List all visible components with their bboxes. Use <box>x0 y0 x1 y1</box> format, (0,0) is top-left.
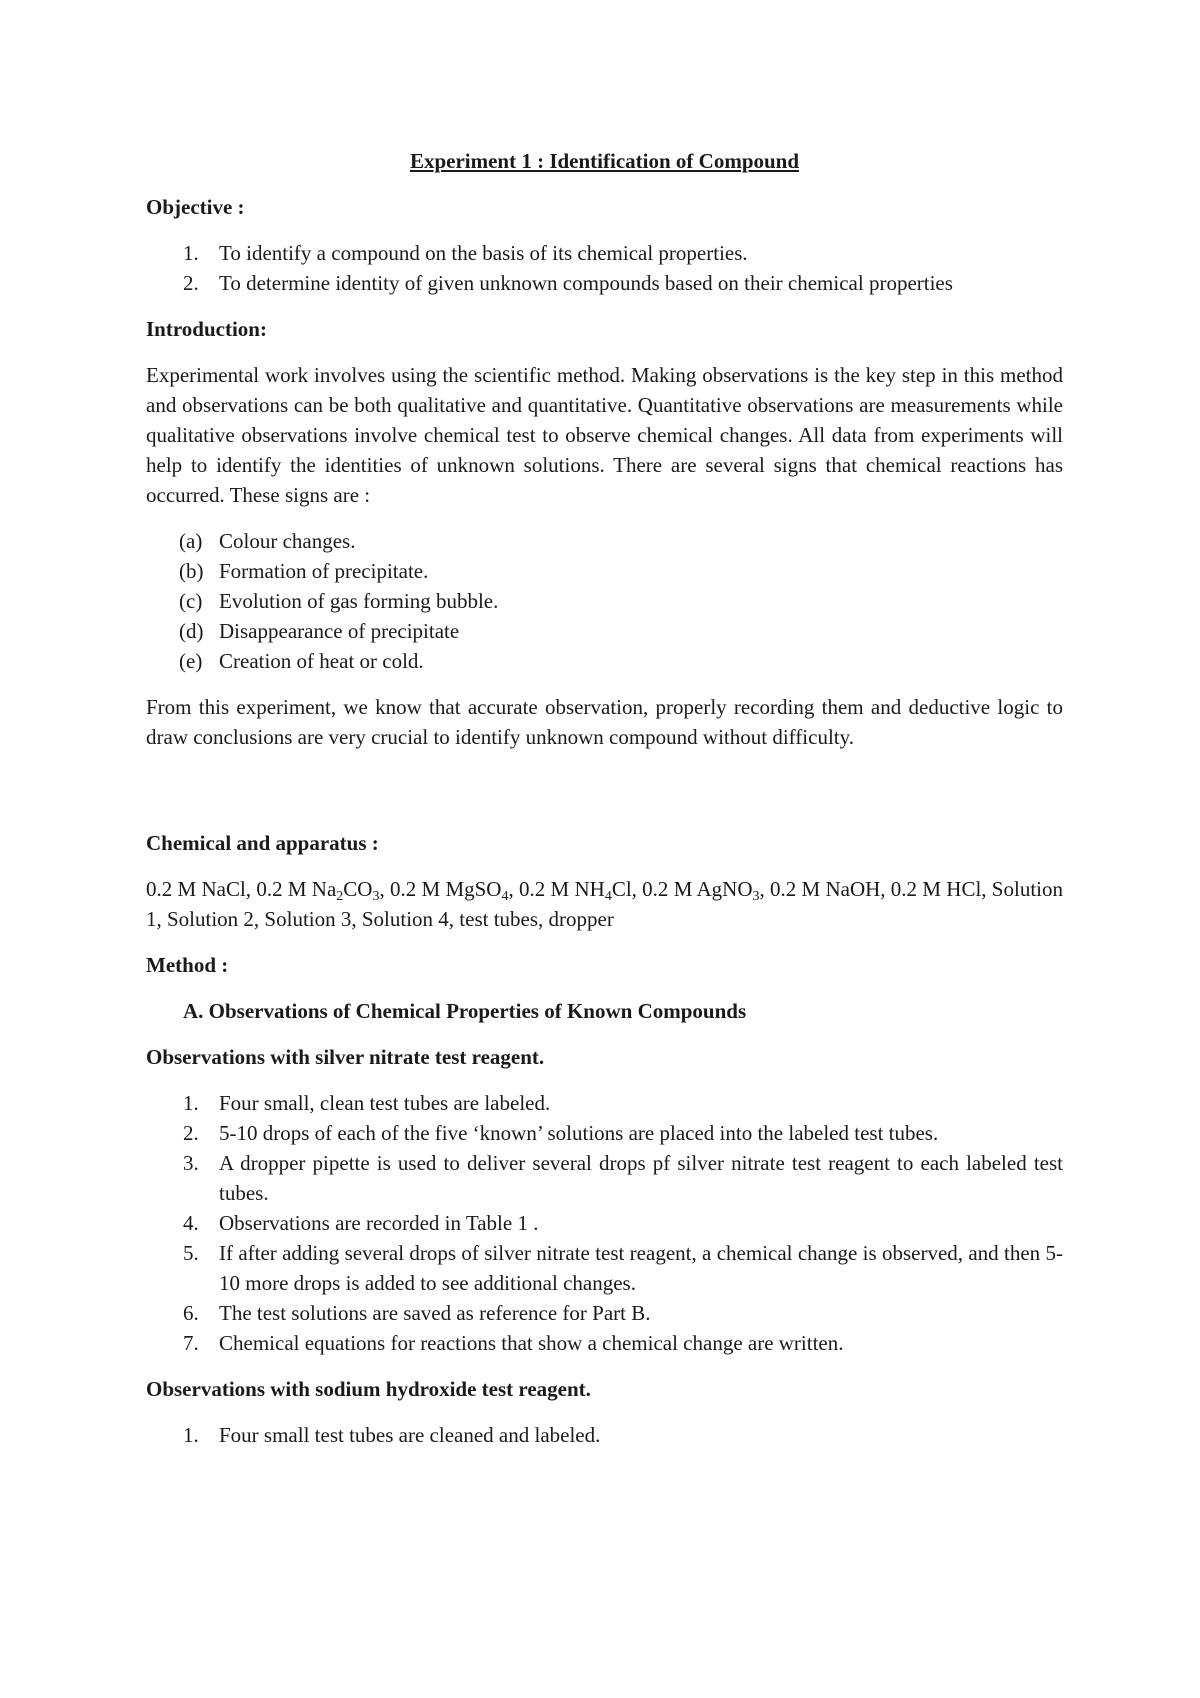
list-item-text: Disappearance of precipitate <box>219 619 460 643</box>
chemicals-text: CO <box>343 877 373 901</box>
list-number: 2. <box>183 271 199 295</box>
chemicals-text: , 0.2 M MgSO <box>379 877 502 901</box>
list-number: 2. <box>183 1121 199 1145</box>
list-item <box>146 1328 1063 1358</box>
list-number: 1. <box>183 1423 199 1447</box>
list-item-text: Four small test tubes are cleaned and labeled. <box>219 1423 601 1447</box>
chemicals-text: 0.2 M NaCl, 0.2 M Na <box>146 877 337 901</box>
list-item <box>146 1088 1063 1118</box>
blank-space <box>146 768 1063 828</box>
list-item <box>146 1148 1063 1208</box>
list-item-text: To identify a compound on the basis of its chemical properties. <box>219 241 748 265</box>
list-item-text: Chemical equations for reactions that show a chemical change are written. <box>219 1331 844 1355</box>
list-item <box>146 1298 1063 1328</box>
list-label: (c) <box>179 589 203 613</box>
list-item <box>146 646 1063 676</box>
list-item-text: Creation of heat or cold. <box>219 649 424 673</box>
list-label: (e) <box>179 649 203 673</box>
list-label: (a) <box>179 529 203 553</box>
list-item-text: Colour changes. <box>219 529 356 553</box>
section-a-heading: A. Observations of Chemical Properties of Known Compounds <box>183 999 747 1023</box>
chemicals-list <box>146 874 1063 934</box>
silver-nitrate-heading: Observations with silver nitrate test reagent. <box>146 1045 545 1069</box>
list-number: 7. <box>183 1331 199 1355</box>
chemicals-text: , 0.2 M NH <box>508 877 605 901</box>
list-number: 4. <box>183 1211 199 1235</box>
list-item-text: A dropper pipette is used to deliver several drops pf silver nitrate test reagent to each labeled test tubes. <box>219 1151 1063 1205</box>
list-item-text: If after adding several drops of silver nitrate test reagent, a chemical change is observed, and then 5-10 more drops is added to see additional changes. <box>219 1241 1063 1295</box>
subscript: 2 <box>336 889 344 904</box>
introduction-heading: Introduction: <box>146 317 267 341</box>
list-number: 3. <box>183 1151 199 1175</box>
list-item <box>146 526 1063 556</box>
silver-nitrate-steps <box>146 1088 1063 1358</box>
list-item-text: The test solutions are saved as reference for Part B. <box>219 1301 651 1325</box>
list-label: (d) <box>179 619 204 643</box>
list-item <box>146 1118 1063 1148</box>
objective-list <box>146 238 1063 298</box>
list-number: 1. <box>183 241 199 265</box>
list-item <box>146 268 1063 298</box>
subscript: 4 <box>604 889 612 904</box>
method-heading: Method : <box>146 953 229 977</box>
chemicals-heading: Chemical and apparatus : <box>146 831 379 855</box>
list-item-text: Observations are recorded in Table 1 . <box>219 1211 539 1235</box>
introduction-paragraph: Experimental work involves using the scientific method. Making observations is the key step in this method and observations can be both qualitative and quantitative. Quantitative observations are measurements while qualitative observations involve chemical test to observe chemical changes. All data from experiments will help to identify the identities of unknown solutions. There are several signs that chemical reactions has occurred. These signs are : <box>146 363 1063 507</box>
page-title: Experiment 1 : Identification of Compound <box>409 149 800 173</box>
sodium-hydroxide-heading: Observations with sodium hydroxide test reagent. <box>146 1377 591 1401</box>
subscript: 4 <box>501 889 509 904</box>
subscript: 3 <box>752 889 760 904</box>
conclusion-paragraph: From this experiment, we know that accurate observation, properly recording them and deductive logic to draw conclusions are very crucial to identify unknown compound without difficulty. <box>146 695 1063 749</box>
list-number: 6. <box>183 1301 199 1325</box>
list-item <box>146 1420 1063 1450</box>
objective-heading: Objective : <box>146 195 245 219</box>
list-item <box>146 556 1063 586</box>
list-item <box>146 1238 1063 1298</box>
list-number: 5. <box>183 1241 199 1265</box>
list-item <box>146 1208 1063 1238</box>
list-item-text: Formation of precipitate. <box>219 559 429 583</box>
chemicals-text: Cl, 0.2 M AgNO <box>611 877 753 901</box>
list-item-text: 5-10 drops of each of the five ‘known’ solutions are placed into the labeled test tubes. <box>219 1121 939 1145</box>
list-item-text: Evolution of gas forming bubble. <box>219 589 499 613</box>
subscript: 3 <box>372 889 380 904</box>
list-item-text: Four small, clean test tubes are labeled. <box>219 1091 551 1115</box>
list-item <box>146 238 1063 268</box>
chemicals-text: , 0.2 M NaOH, 0.2 M HCl, Solution 1, Solution 2, Solution 3, Solution 4, test tubes, dropper <box>146 877 1063 931</box>
list-item <box>146 586 1063 616</box>
sodium-hydroxide-steps <box>146 1420 1063 1450</box>
list-item-text: To determine identity of given unknown compounds based on their chemical properties <box>219 271 953 295</box>
list-item <box>146 616 1063 646</box>
signs-list <box>146 526 1063 676</box>
list-label: (b) <box>179 559 204 583</box>
list-number: 1. <box>183 1091 199 1115</box>
